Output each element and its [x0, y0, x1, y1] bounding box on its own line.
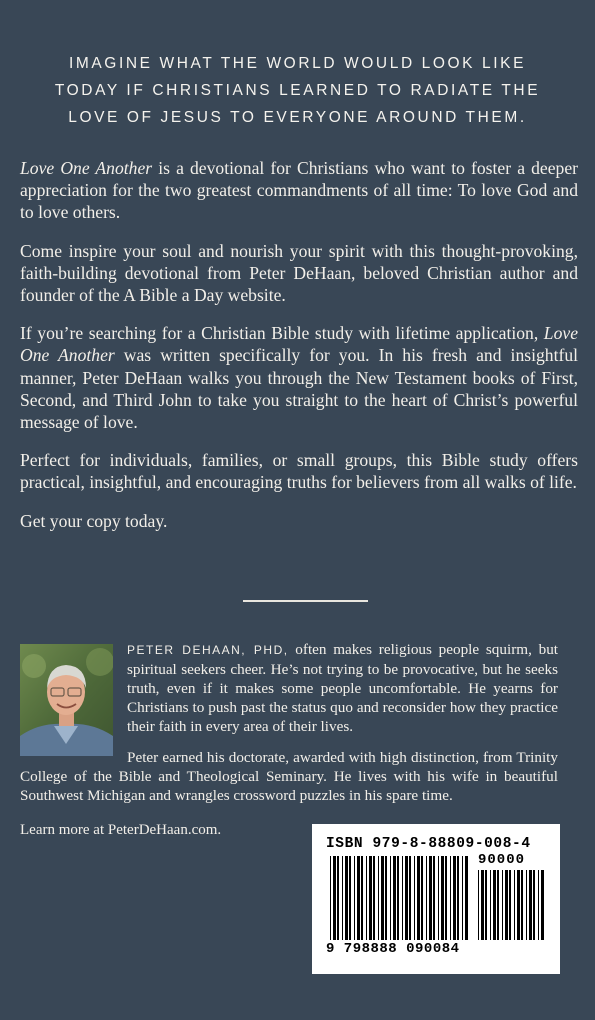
- description-text: was written specifically for you. In his fresh and insightful manner, Peter DeHaan walks you through the New Testament books of First, Second, and Third John to take you straight to the heart of Christ’s powerful message of love.: [20, 345, 579, 433]
- author-name: PETER DEHAAN: [127, 643, 242, 657]
- description-paragraph-3: [20, 322, 578, 433]
- description-paragraph-1: [20, 157, 578, 224]
- barcode-addon-bars: [478, 870, 546, 940]
- book-title: Love One Another: [20, 323, 578, 366]
- description-text: is a devotional for Christians who want to foster a deeper appreciation for the two greatest commandments of all time: To love God and to love others.: [20, 158, 578, 223]
- isbn-barcode: [312, 824, 560, 974]
- author-bio-text: often makes religious people squirm, but spiritual seekers cheer. He’s not trying to be provocative, but he seeks truth, even if it makes some people uncomfortable. He yearns for Christians to push past the status quo and reconsider how they practice their faith in every area of their lives.: [127, 641, 559, 735]
- description-paragraph-5: Get your copy today.: [20, 510, 168, 531]
- tagline-line-3: LOVE OF JESUS TO EVERYONE AROUND THEM.: [68, 109, 527, 126]
- description-paragraph-4: Perfect for individuals, families, or small groups, this Bible study offers practical, insightful, and encouraging truths for believers from all walks of life.: [20, 450, 578, 493]
- barcode-bars: [330, 856, 470, 940]
- book-title: Love One Another: [20, 158, 153, 178]
- learn-more-text: Learn more at PeterDeHaan.com.: [20, 822, 222, 838]
- description-text: If you’re searching for a Christian Bible study with lifetime application,: [20, 323, 544, 344]
- description-paragraph-2: Come inspire your soul and nourish your spirit with this thought-provoking, faith-building devotional from Peter DeHaan, beloved Christian author and founder of the A Bible a Day website.: [20, 240, 578, 306]
- tagline-line-2: TODAY IF CHRISTIANS LEARNED TO RADIATE THE: [54, 82, 541, 99]
- section-divider: [243, 600, 368, 602]
- author-bio-paragraph-1: [20, 640, 558, 736]
- isbn-number: ISBN 979-8-88809-008-4: [326, 836, 531, 852]
- book-description: [20, 157, 578, 548]
- barcode-digits: 9 798888 090084: [326, 941, 460, 957]
- tagline-line-1: IMAGINE WHAT THE WORLD WOULD LOOK LIKE: [68, 55, 527, 72]
- author-bio-paragraph-2: Peter earned his doctorate, awarded with high distinction, from Trinity College of the Bible and Theological Seminary. He lives with his wife in beautiful Southwest Michigan and wrangles crossword puzzles in his spare time.: [20, 749, 558, 804]
- author-credential: , PHD,: [241, 643, 289, 657]
- author-bio: [20, 640, 558, 817]
- tagline: [20, 50, 575, 131]
- barcode-price-code: 90000: [478, 852, 526, 868]
